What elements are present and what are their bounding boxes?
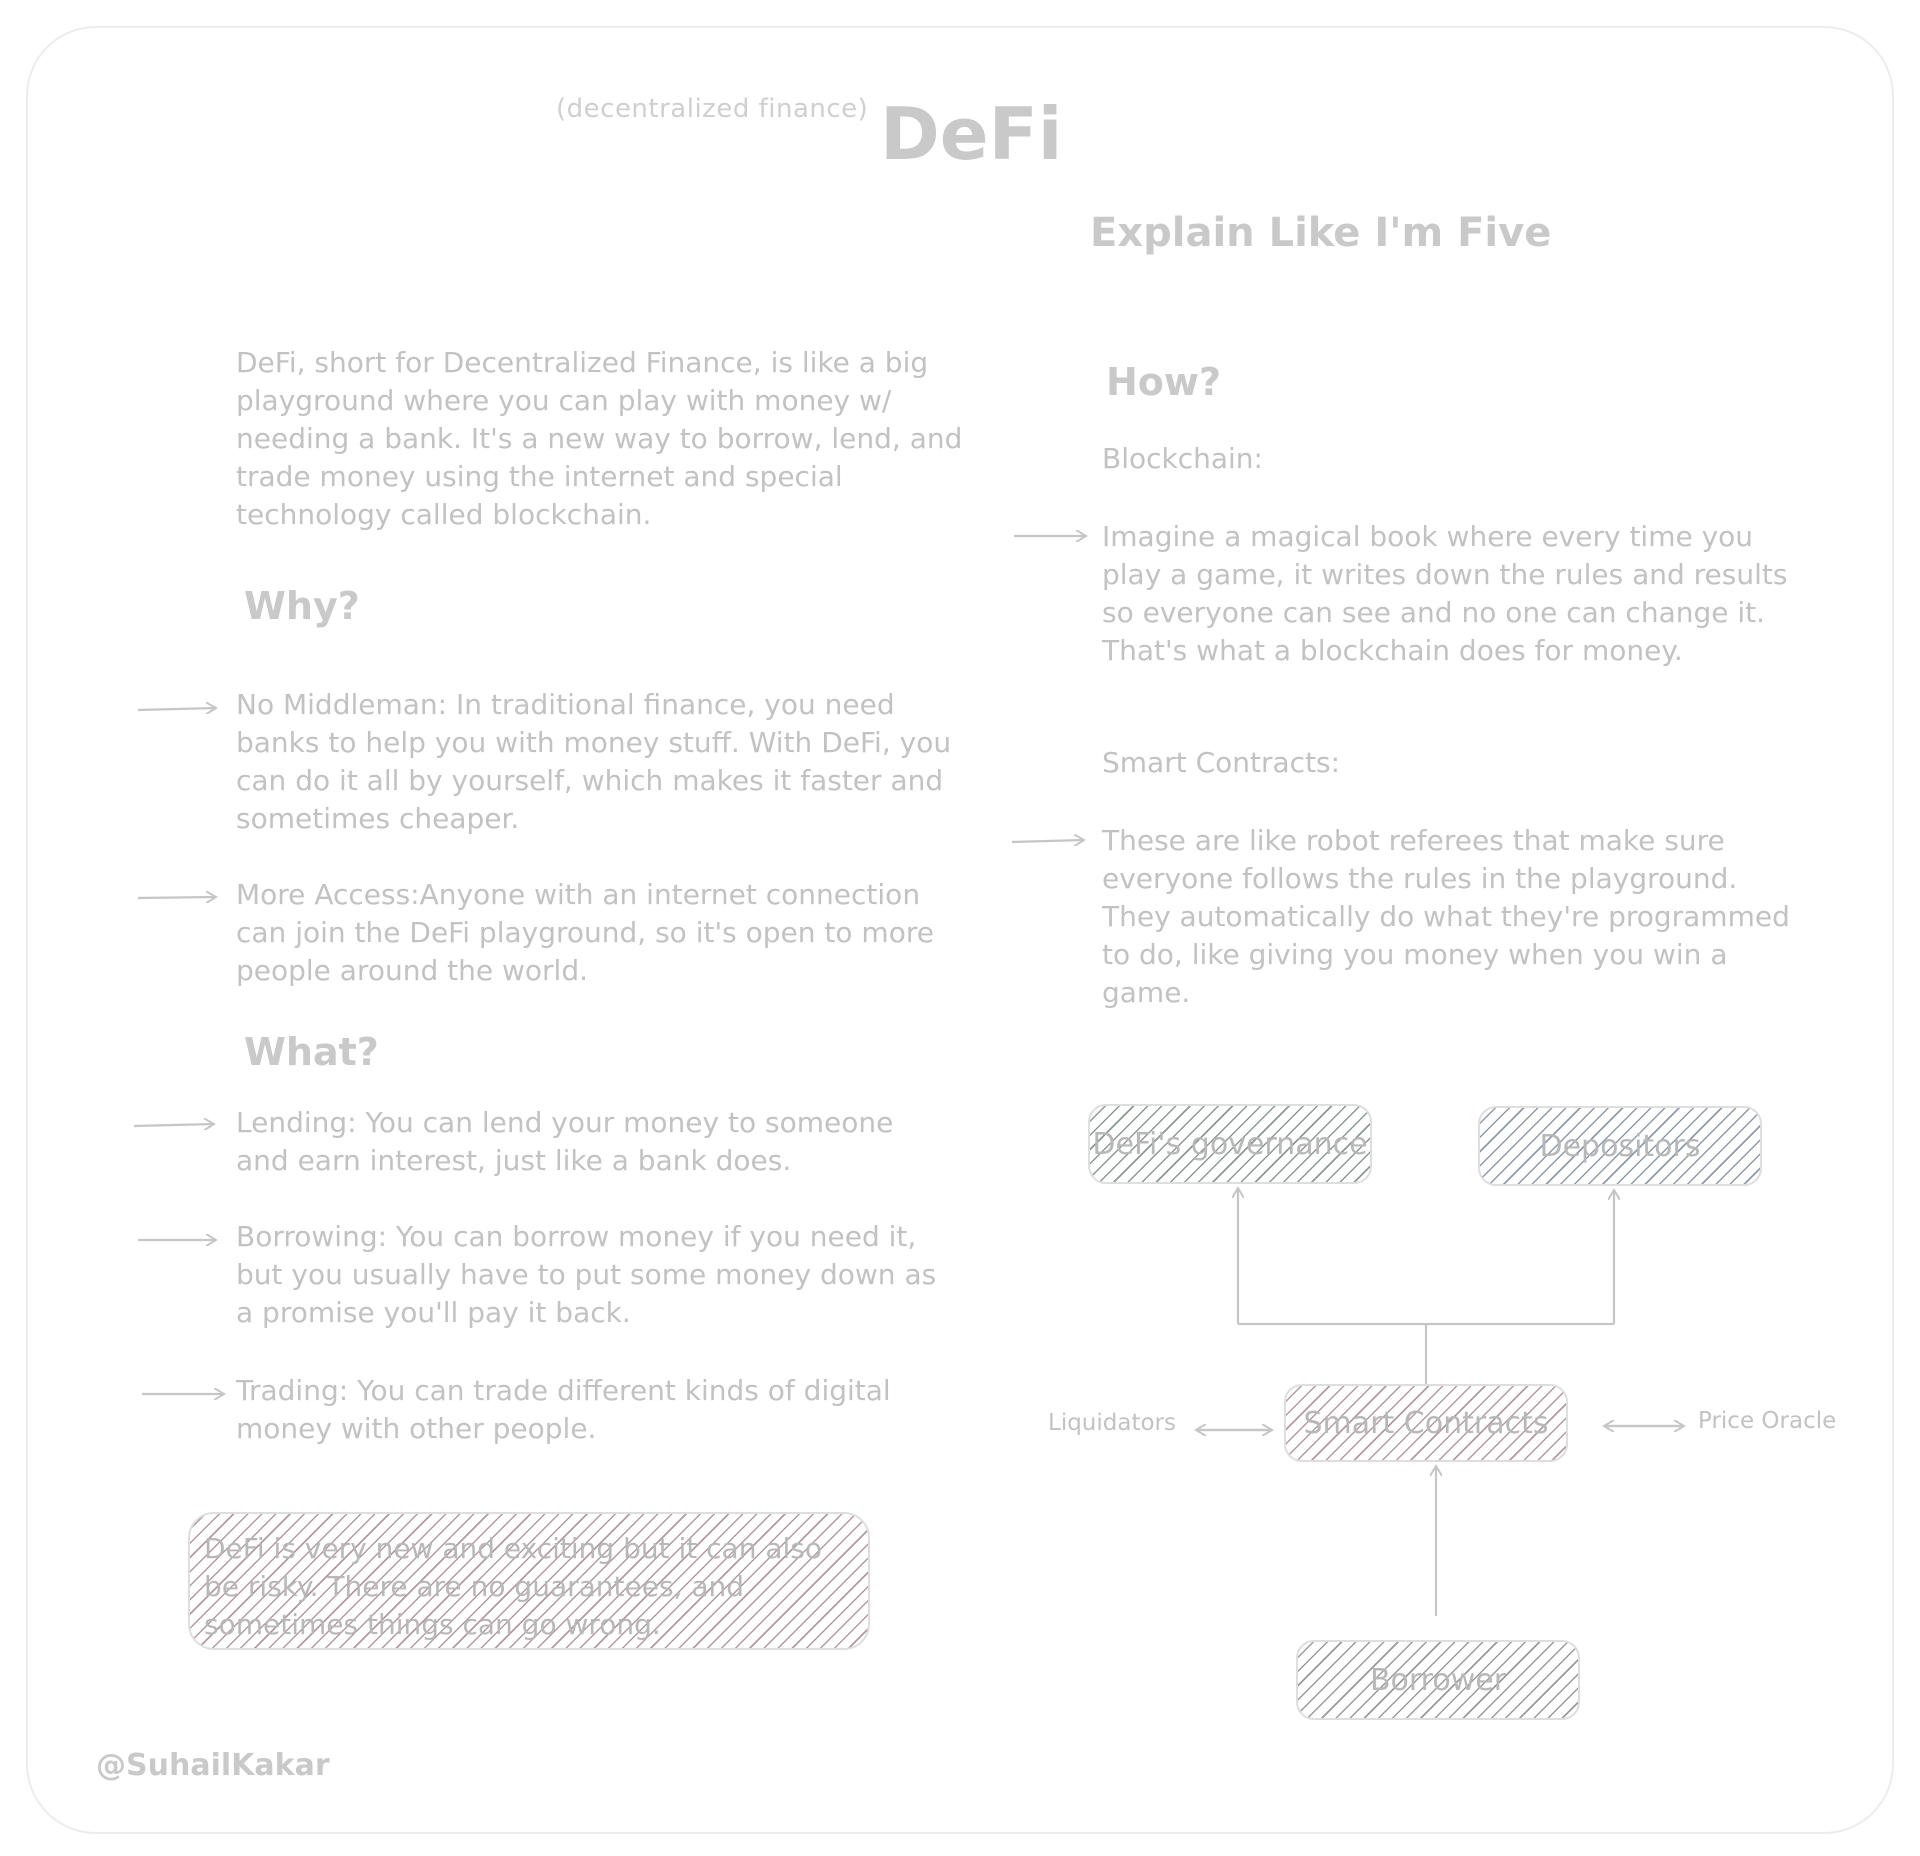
why-item-more-access: More Access:Anyone with an internet connection can join the DeFi playground, so it's open to more people around the world. <box>236 878 934 987</box>
title-subtitle: (decentralized finance) <box>556 94 869 124</box>
borrower-node: Borrower <box>1296 1640 1580 1720</box>
arrow-why-2 <box>138 897 216 898</box>
price-oracle-label: Price Oracle <box>1698 1408 1837 1434</box>
governance-node: DeFi's governance <box>1088 1104 1372 1184</box>
author-handle: @SuhailKakar <box>96 1748 330 1783</box>
arrow-what-1 <box>134 1124 214 1126</box>
page-title: DeFi <box>880 92 1063 176</box>
smart-contracts-text: These are like robot referees that make sure everyone follows the rules in the playground. They automatically do what they're programmed to do, like giving you money when you win a game. <box>1102 824 1790 1009</box>
why-item-no-middleman: No Middleman: In traditional finance, you need banks to help you with money stuff. With DeFi, you can do it all by yourself, which makes it faster and sometimes cheaper. <box>236 688 952 835</box>
risk-note-box: DeFi is very new and exciting but it can also be risky. There are no guarantees, and sometimes things can go wrong. <box>188 1512 870 1650</box>
what-item-trading: Trading: You can trade different kinds of digital money with other people. <box>236 1374 891 1445</box>
depositors-node: Depositors <box>1478 1106 1762 1186</box>
why-heading: Why? <box>244 584 360 628</box>
what-item-lending: Lending: You can lend your money to someone and earn interest, just like a bank does. <box>236 1106 894 1177</box>
blockchain-text: Imagine a magical book where every time you play a game, it writes down the rules and results so everyone can see and no one can change it. That's what a blockchain does for money. <box>1102 520 1788 667</box>
liquidators-label: Liquidators <box>1048 1410 1176 1436</box>
blockchain-label: Blockchain: <box>1102 442 1263 475</box>
intro-text: DeFi, short for Decentralized Finance, is like a big playground where you can play with money w/ needing a bank. It's a new way to borrow, lend, and trade money using the internet and special technology called blockchain. <box>236 346 963 531</box>
eli5-heading: Explain Like I'm Five <box>1090 210 1552 256</box>
what-item-borrowing: Borrowing: You can borrow money if you need it, but you usually have to put some money down as a promise you'll pay it back. <box>236 1220 937 1329</box>
arrow-smart-contracts <box>1012 840 1084 842</box>
how-heading: How? <box>1106 360 1222 404</box>
smart-contracts-label: Smart Contracts: <box>1102 746 1341 779</box>
what-heading: What? <box>244 1030 379 1074</box>
smart-contracts-node: Smart Contracts <box>1284 1384 1568 1462</box>
arrow-why-1 <box>138 708 216 710</box>
